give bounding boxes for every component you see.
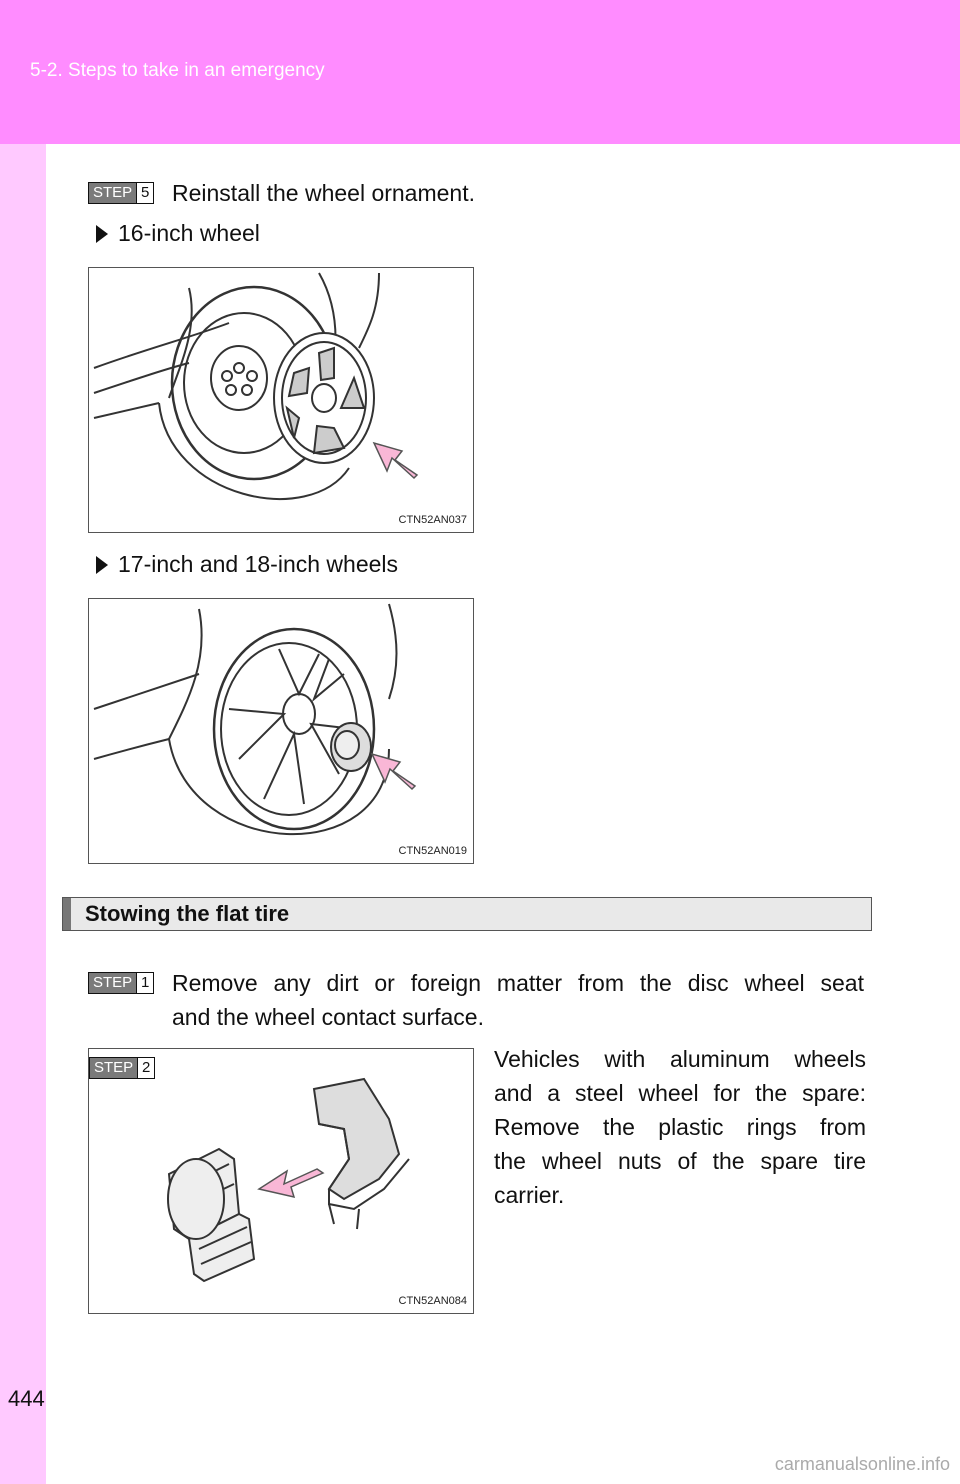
sidebar-strip (0, 144, 46, 1484)
figure-16-inch-wheel (88, 267, 474, 533)
step-badge-5 (88, 182, 154, 204)
step2-line-5: carrier. (494, 1182, 565, 1208)
page-header (0, 0, 960, 144)
triangle-bullet-icon (96, 225, 108, 243)
bullet-text: 16-inch wheel (118, 220, 260, 246)
arrow-icon (372, 754, 415, 789)
step-label: STEP (90, 1058, 137, 1078)
section-heading-text: Stowing the flat tire (85, 901, 290, 926)
watermark: carmanualsonline.info (774, 1454, 950, 1474)
section-title: 5-2. Steps to take in an emergency (30, 60, 325, 81)
figure-code: CTN52AN084 (398, 1295, 467, 1307)
step2-line-2: and a steel wheel for the spare: (494, 1080, 866, 1106)
section-heading (62, 897, 872, 931)
figure-code: CTN52AN019 (398, 845, 467, 857)
step-number: 5 (136, 183, 153, 203)
step-number: 2 (137, 1058, 154, 1078)
step1-line2: and the wheel contact surface. (172, 1004, 484, 1030)
step2-line-4: the wheel nuts of the spare tire (494, 1148, 866, 1174)
wheel-nut-cap-illustration (89, 599, 473, 863)
bullet-16-inch (96, 220, 260, 247)
wheel-nut-ring-illustration (89, 1049, 473, 1313)
step-number: 1 (136, 973, 153, 993)
arrow-icon (374, 443, 417, 478)
figure-17-18-inch-wheels (88, 598, 474, 864)
page-number: 444 (8, 1386, 45, 1411)
step-label: STEP (89, 973, 136, 993)
bullet-text: 17-inch and 18-inch wheels (118, 551, 399, 577)
wheel-cover-illustration (89, 268, 473, 532)
step2-line-3: Remove the plastic rings from (494, 1114, 866, 1140)
step1-line1: Remove any dirt or foreign matter from the disc wheel seat (172, 970, 864, 996)
figure-plastic-rings (88, 1048, 474, 1314)
triangle-bullet-icon (96, 556, 108, 574)
arrow-icon (259, 1169, 323, 1197)
heading-bar (63, 898, 71, 930)
bullet-17-18-inch (96, 551, 398, 578)
figure-code: CTN52AN037 (398, 514, 467, 526)
step-badge-1 (88, 972, 154, 994)
step-label: STEP (89, 183, 136, 203)
step2-line-1: Vehicles with aluminum wheels (494, 1046, 866, 1072)
step5-text: Reinstall the wheel ornament. (172, 180, 475, 206)
step-badge-2 (89, 1057, 155, 1079)
